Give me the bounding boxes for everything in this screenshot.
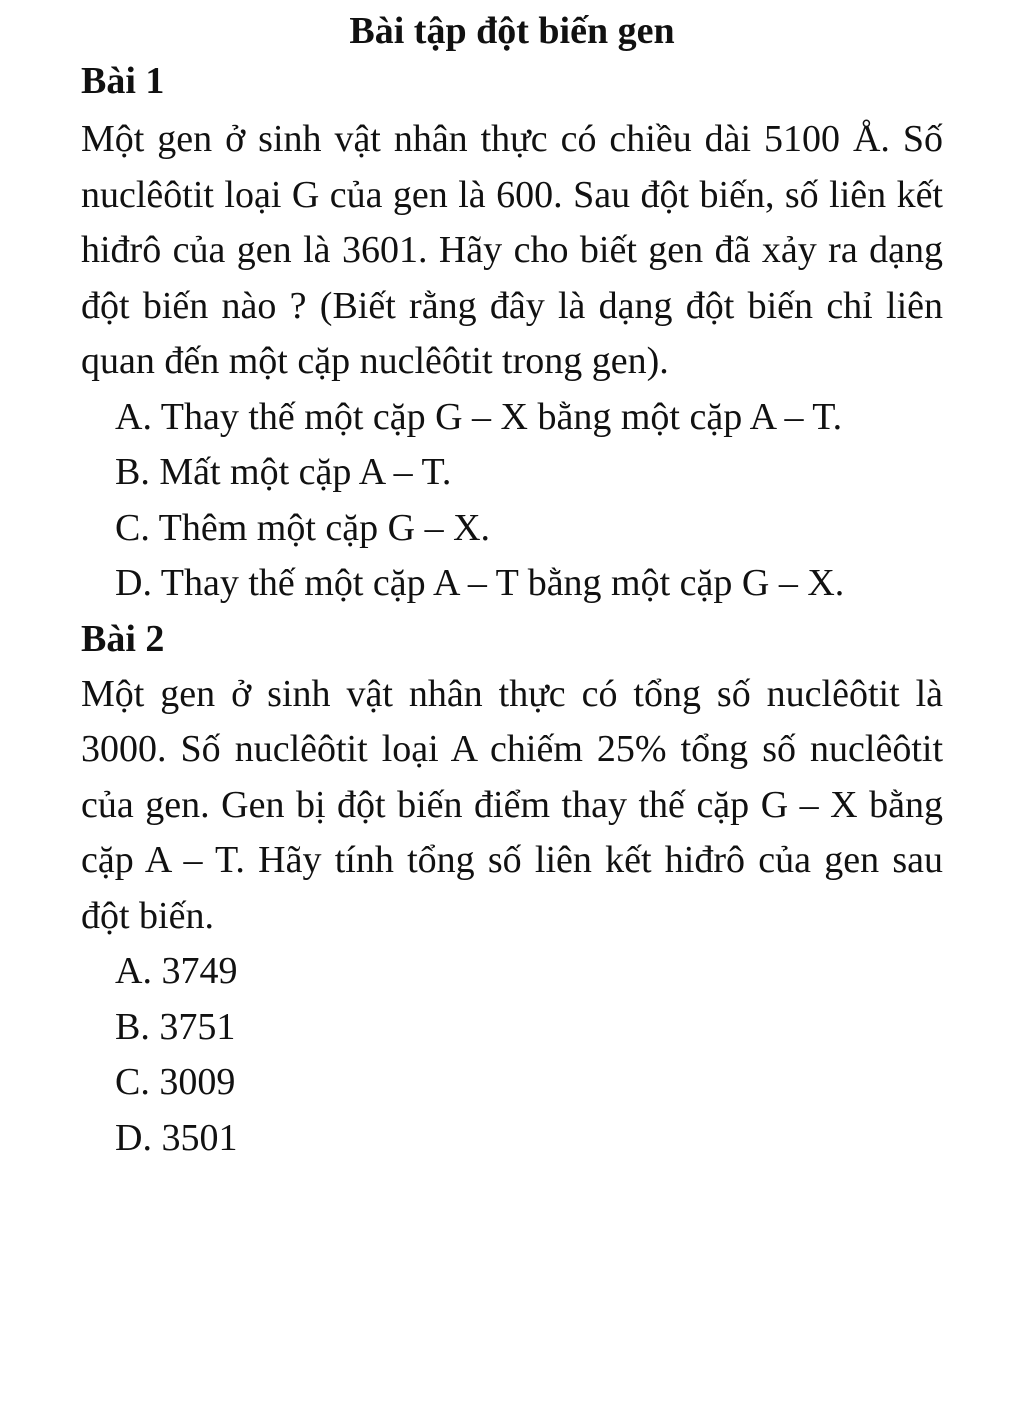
answer-option-d: D. Thay thế một cặp A – T bằng một cặp G – X. xyxy=(115,562,845,604)
answer-option-a: A. 3749 xyxy=(115,950,238,992)
exercise-question: Một gen ở sinh vật nhân thực có chiều dài 5100 Å. Số nuclêôtit loại G của gen là 600. Sau đột biến, số liên kết hiđrô của gen là 3601. Hãy cho biết gen đã xảy ra dạng đột biến nào ? (Biết rằng đây là dạng đột biến chỉ liên quan đến một cặp nuclêôtit trong gen). xyxy=(81,118,943,382)
exercise-question: Một gen ở sinh vật nhân thực có tổng số nuclêôtit là 3000. Số nuclêôtit loại A chiếm 25% tổng số nuclêôtit của gen. Gen bị đột biến điểm thay thế cặp G – X bằng cặp A – T. Hãy tính tổng số liên kết hiđrô của gen sau đột biến. xyxy=(81,672,943,937)
answer-option-b: B. Mất một cặp A – T. xyxy=(115,451,452,493)
exercise-heading: Bài 2 xyxy=(81,617,165,660)
answer-option-c: C. Thêm một cặp G – X. xyxy=(115,506,491,549)
answer-option-a: A. Thay thế một cặp G – X bằng một cặp A – T. xyxy=(115,395,843,438)
document-page xyxy=(81,0,943,1166)
answer-option-b: B. 3751 xyxy=(115,1005,236,1048)
exercise-heading: Bài 1 xyxy=(81,60,165,102)
page-title: Bài tập đột biến gen xyxy=(349,10,675,52)
exercise-1 xyxy=(81,54,943,612)
answer-option-c: C. 3009 xyxy=(115,1061,236,1103)
answer-option-d: D. 3501 xyxy=(115,1116,238,1159)
exercise-2 xyxy=(81,612,943,1167)
